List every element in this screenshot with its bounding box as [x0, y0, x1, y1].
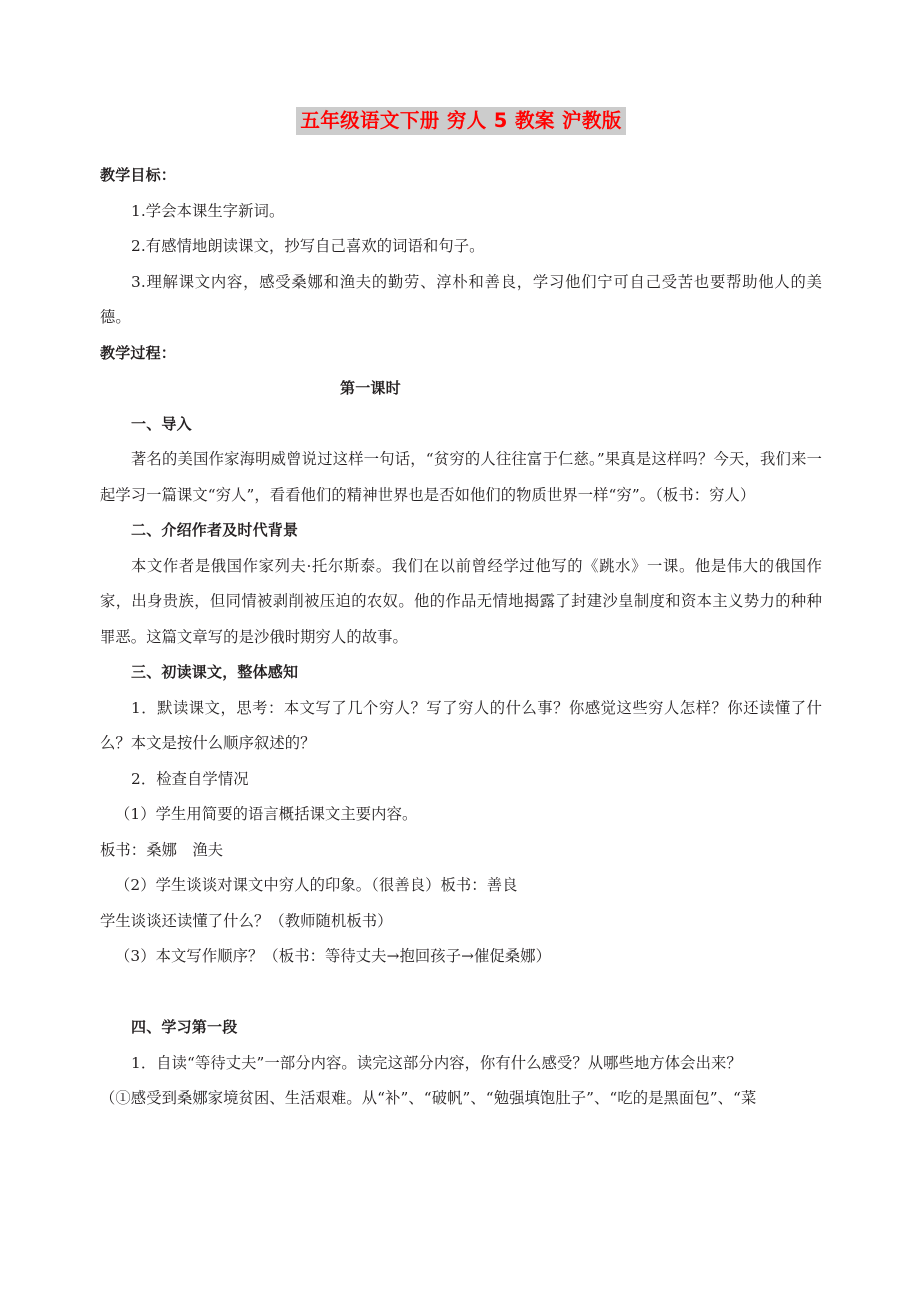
- heading-teaching-process: 教学过程：: [100, 343, 177, 362]
- objective-item-3: 3.理解课文内容，感受桑娜和渔夫的勤劳、淳朴和善良，学习他们宁可自己受苦也要帮助他人的美德。: [100, 272, 822, 326]
- first-reading-item-2-1: （1）学生用简要的语言概括课文主要内容。: [115, 805, 418, 823]
- heading-teaching-objectives: 教学目标：: [100, 166, 177, 184]
- heading-section-four-study: 四、学习第一段: [131, 1018, 238, 1036]
- first-reading-item-1: 1．默读课文，思考：本文写了几个穷人？写了穷人的什么事？你感觉这些穷人怎样？你还读懂了什么？本文是按什么顺序叙述的？: [100, 698, 822, 752]
- page-title-text: 五年级语文下册 穷人 5 教案 沪教版: [296, 107, 625, 135]
- first-reading-item-2-3: （3）本文写作顺序？（板书：等待丈夫→抱回孩子→催促桑娜）: [115, 947, 551, 965]
- heading-section-one-intro: 一、导入: [131, 414, 192, 433]
- objective-item-1: 1.学会本课生字新词。: [131, 201, 285, 220]
- study-item-1-detail: （①感受到桑娜家境贫困、生活艰难。从“补”、“破帆”、“勉强填饱肚子”、“吃的是黑面包”、“菜: [100, 1089, 757, 1107]
- first-reading-item-2-2: （2）学生谈谈对课文中穷人的印象。（很善良）板书：善良: [115, 876, 518, 894]
- first-reading-item-2: 2．检查自学情况: [131, 769, 249, 788]
- heading-section-two-author: 二、介绍作者及时代背景: [131, 521, 299, 539]
- blackboard-note-characters: 板书：桑娜 渔夫: [100, 840, 224, 859]
- heading-lesson-one: 第一课时: [340, 379, 401, 397]
- objective-item-2: 2.有感情地朗读课文，抄写自己喜欢的词语和句子。: [131, 237, 485, 255]
- section-spacer: [100, 975, 822, 1011]
- paragraph-author-body: 本文作者是俄国作家列夫·托尔斯泰。我们在以前曾经学过他写的《跳水》一课。他是伟大的俄国作家，出身贵族，但同情被剥削被压迫的农奴。他的作品无情地揭露了封建沙皇制度和资本主义势力的种种罪恶。这篇文章写的是沙俄时期穷人的故事。: [100, 556, 822, 646]
- paragraph-intro-body: 著名的美国作家海明威曾说过这样一句话，“贫穷的人往往富于仁慈。”果真是这样吗？今天，我们来一起学习一篇课文“穷人”，看看他们的精神世界也是否如他们的物质世界一样“穷”。（板书：穷人）: [100, 450, 822, 504]
- heading-section-three-first-reading: 三、初读课文，整体感知: [131, 663, 299, 681]
- document-content: [100, 106, 822, 1117]
- study-item-1: 1．自读“等待丈夫”一部分内容。读完这部分内容，你有什么感受？从哪些地方体会出来？: [131, 1053, 742, 1072]
- page-title: [100, 106, 822, 136]
- student-discussion-note: 学生谈谈还读懂了什么？（教师随机板书）: [100, 911, 393, 930]
